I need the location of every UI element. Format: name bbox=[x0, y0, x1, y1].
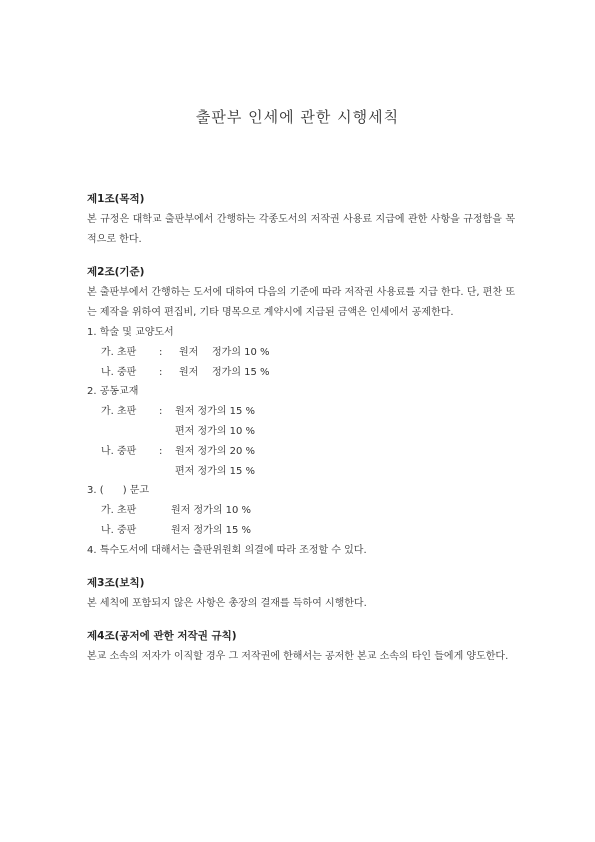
rate-value: 편저 정가의 10 % bbox=[175, 425, 256, 437]
item-2-row-2 bbox=[87, 442, 515, 462]
edition-label: 나. 중판 bbox=[101, 366, 137, 378]
article-1-text: 본 규정은 대학교 출판부에서 간행하는 각종도서의 저작권 사용료 지급에 관한 사항을 규정함을 목적으로 한다. bbox=[87, 214, 515, 245]
rate-value: 원저 정가의 20 % bbox=[175, 445, 256, 457]
colon: : bbox=[159, 406, 163, 418]
item-3-label: 3. ( ) 문고 bbox=[87, 485, 150, 497]
rate-value: 정가의 10 % bbox=[212, 346, 270, 358]
item-1-row-2 bbox=[87, 363, 515, 383]
item-2-row-1 bbox=[87, 402, 515, 422]
item-1-label: 1. 학술 및 교양도서 bbox=[87, 327, 174, 338]
item-4-text: 4. 특수도서에 대해서는 출판위원회 의결에 따라 조정할 수 있다. bbox=[87, 544, 367, 556]
article-1-heading: 제1조(목적) bbox=[87, 193, 145, 205]
article-4-text: 본교 소속의 저자가 이직할 경우 그 저작권에 한해서는 공저한 본교 소속의 타인 들에게 양도한다. bbox=[87, 650, 509, 662]
item-2-label: 2. 공동교재 bbox=[87, 386, 139, 398]
colon: : bbox=[159, 366, 163, 378]
rate-value: 편저 정가의 15 % bbox=[175, 465, 256, 477]
article-4 bbox=[87, 627, 515, 667]
article-1 bbox=[87, 190, 515, 250]
source-label: 원저 bbox=[179, 366, 199, 378]
item-2-row-2b bbox=[87, 462, 515, 482]
article-2 bbox=[87, 263, 515, 561]
source-label: 원저 bbox=[179, 346, 199, 358]
rate-value: 원저 정가의 10 % bbox=[171, 505, 252, 517]
article-2-heading: 제2조(기준) bbox=[87, 266, 145, 278]
item-1-row-1 bbox=[87, 343, 515, 363]
item-3-row-1 bbox=[87, 501, 515, 521]
edition-label: 가. 초판 bbox=[101, 406, 137, 418]
edition-label: 가. 초판 bbox=[101, 505, 137, 517]
article-3-text: 본 세칙에 포함되지 않은 사항은 총장의 결재를 득하여 시행한다. bbox=[87, 597, 367, 609]
rate-value: 정가의 15 % bbox=[212, 366, 270, 378]
colon: : bbox=[159, 346, 163, 358]
article-2-text: 본 출판부에서 간행하는 도서에 대하여 다음의 기준에 따라 저작권 사용료를 지급 한다. 단, 편찬 또는 제작을 위하여 편집비, 기타 명목으로 계약시에 지급된 금액은 인세에서 공제한다. bbox=[87, 287, 515, 318]
article-3-heading: 제3조(보칙) bbox=[87, 576, 145, 589]
edition-label: 나. 중판 bbox=[101, 445, 137, 457]
document-title: 출판부 인세에 관한 시행세칙 bbox=[195, 108, 400, 126]
article-4-heading: 제4조(공저에 관한 저작권 규칙) bbox=[87, 629, 237, 642]
item-3-row-2 bbox=[87, 521, 515, 541]
rate-value: 원저 정가의 15 % bbox=[175, 406, 256, 418]
colon: : bbox=[159, 445, 163, 457]
edition-label: 나. 중판 bbox=[101, 524, 137, 536]
edition-label: 가. 초판 bbox=[101, 346, 137, 358]
article-3 bbox=[87, 574, 515, 614]
document-body bbox=[87, 190, 515, 680]
rate-value: 원저 정가의 15 % bbox=[171, 524, 252, 536]
item-2-row-1b bbox=[87, 422, 515, 442]
